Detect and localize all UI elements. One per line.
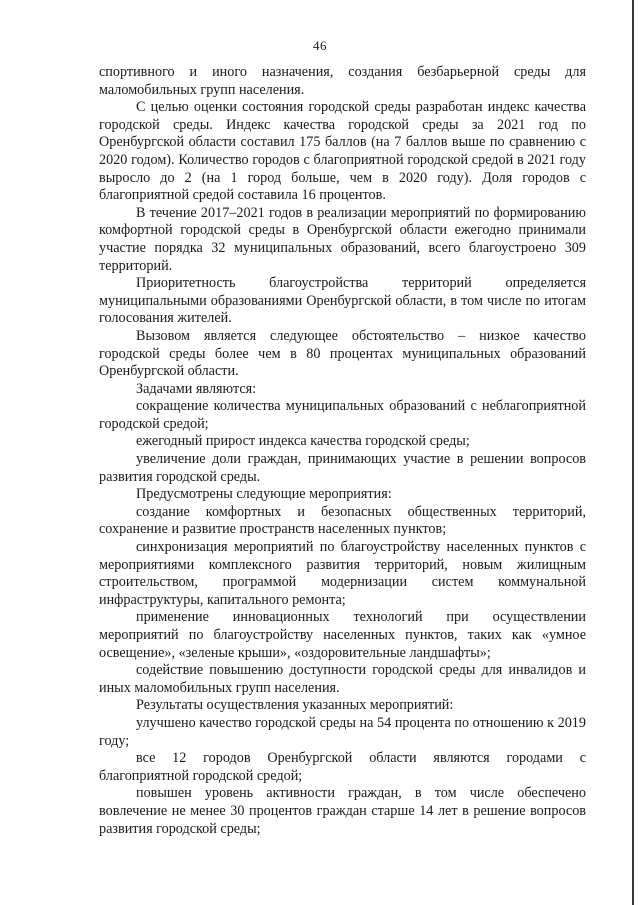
body-text <box>99 64 586 838</box>
paragraph: Результаты осуществления указанных мероприятий: <box>136 697 454 714</box>
paragraph: Вызовом является следующее обстоятельство – низкое качество городской среды более чем в 80 процентах муниципальных образований Оренбургской области. <box>99 327 586 380</box>
list-item: ежегодный прирост индекса качества городской среды; <box>136 433 470 450</box>
list-item: создание комфортных и безопасных общественных территорий, сохранение и развитие пространств населенных пунктов; <box>99 503 586 538</box>
paragraph: Предусмотрены следующие мероприятия: <box>136 486 392 503</box>
paragraph: спортивного и иного назначения, создания безбарьерной среды для маломобильных групп населения. <box>99 64 586 98</box>
list-item: все 12 городов Оренбургской области являются городами с благоприятной городской средой; <box>99 750 586 784</box>
paragraph: Приоритетность благоустройства территорий определяется муниципальными образованиями Оренбургской области, в том числе по итогам голосования жителей. <box>99 275 586 327</box>
list-item: применение инновационных технологий при осуществлении мероприятий по благоустройству населенных пунктов, таких как «умное освещение», «зеленые крыши», «оздоровительные ландшафты»; <box>99 609 586 661</box>
page-edge-line <box>632 0 634 905</box>
paragraph: Задачами являются: <box>136 380 257 397</box>
list-item: повышен уровень активности граждан, в том числе обеспечено вовлечение не менее 30 процентов граждан старше 14 лет в решение вопросов развития городской среды; <box>99 785 586 837</box>
list-item: увеличение доли граждан, принимающих участие в решении вопросов развития городской среды. <box>99 451 586 485</box>
list-item: сокращение количества муниципальных образований с неблагоприятной городской средой; <box>99 398 586 432</box>
paragraph: С целью оценки состояния городской среды разработан индекс качества городской среды. Индекс качества городской среды за 2021 год по Оренбургской области составил 175 баллов (на 7 баллов выше по сравнению с 2020 годом). Количество городов с благоприятной городской средой в 2021 году выросло до 2 (на 1 город больше, чем в 2020 году). Доля городов с благоприятной средой составила 16 процентов. <box>99 99 586 204</box>
paragraph: В течение 2017–2021 годов в реализации мероприятий по формированию комфортной городской среды в Оренбургской области ежегодно принимали участие порядка 32 муниципальных образований, всего благоустроено 309 территорий. <box>99 204 586 274</box>
list-item: улучшено качество городской среды на 54 процента по отношению к 2019 году; <box>99 714 586 749</box>
list-item: содействие повышению доступности городской среды для инвалидов и иных маломобильных групп населения. <box>99 662 586 696</box>
page-number: 46 <box>313 38 327 53</box>
list-item: синхронизация мероприятий по благоустройству населенных пунктов с мероприятиями комплексного развития территорий, новым жилищным строительством, программой модернизации систем коммунальной инфраструктуры, капитального ремонта; <box>99 539 586 608</box>
